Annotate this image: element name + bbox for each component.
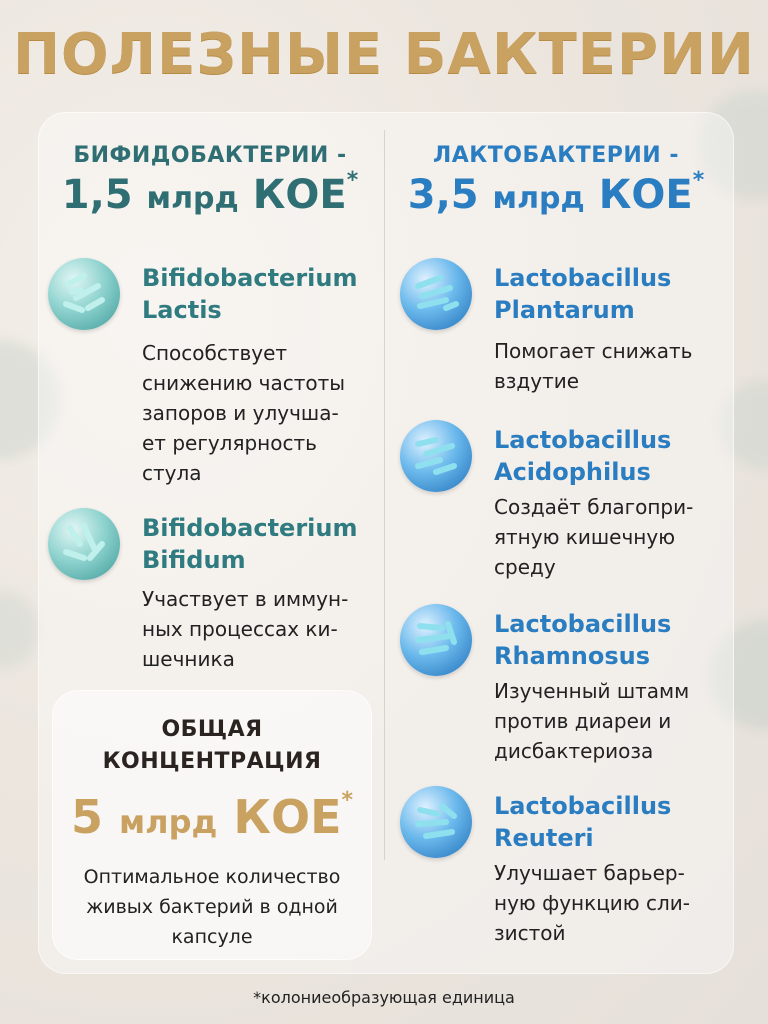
strain-species: Lactis — [142, 296, 222, 324]
page-title: ПОЛЕЗНЫЕ БАКТЕРИИ — [13, 22, 755, 87]
strain-genus: Lactobacillus — [494, 426, 672, 454]
strain-lacto-acidophilus — [400, 420, 730, 590]
strain-name — [494, 424, 671, 488]
desc-line: зистой — [494, 921, 566, 945]
heading-label: БИФИДОБАКТЕРИИ - — [73, 143, 347, 168]
total-title-line: ОБЩАЯ — [161, 717, 263, 742]
desc-line: Создаёт благопри- — [494, 495, 694, 519]
strain-description — [494, 676, 689, 766]
desc-line: среду — [494, 555, 556, 579]
footnote-mark: * — [341, 788, 354, 813]
total-unit: млрд — [119, 803, 218, 841]
strain-species: Plantarum — [494, 296, 635, 324]
desc-line: ную функцию сли- — [494, 891, 690, 915]
total-kfu: КОЕ — [233, 790, 342, 844]
desc-line: дисбактериоза — [494, 739, 654, 763]
count-kfu: КОЕ — [252, 172, 347, 218]
bacteria-icon — [48, 508, 120, 580]
strain-genus: Bifidobacterium — [142, 264, 358, 292]
lactobacteria-heading — [396, 143, 716, 218]
bacteria-icon — [400, 604, 472, 676]
footnote-mark: * — [346, 168, 359, 193]
strain-bifido-bifidum — [48, 508, 378, 678]
strain-description — [494, 336, 692, 396]
strain-genus: Lactobacillus — [494, 610, 672, 638]
total-description — [52, 862, 372, 952]
count-unit: млрд — [492, 181, 585, 216]
strain-genus: Lactobacillus — [494, 792, 672, 820]
desc-line: ятную кишечную — [494, 525, 676, 549]
desc-line: Изученный штамм — [494, 679, 690, 703]
bacteria-icon — [400, 420, 472, 492]
footnote-mark: * — [692, 168, 705, 193]
desc-line: запоров и улучша- — [142, 401, 339, 425]
footnote: *колониеобразующая единица — [253, 988, 515, 1007]
desc-line: вздутие — [494, 369, 580, 393]
strain-name — [142, 512, 357, 576]
heading-count — [50, 168, 370, 218]
total-value — [52, 790, 372, 844]
count-number: 3,5 — [407, 172, 479, 218]
strain-name — [494, 790, 671, 854]
strain-lacto-plantarum — [400, 258, 730, 398]
heading-count — [396, 168, 716, 218]
strain-lacto-reuteri — [400, 786, 730, 956]
strain-description — [142, 584, 348, 674]
count-number: 1,5 — [61, 172, 133, 218]
desc-line: ет регулярность — [142, 431, 317, 455]
strain-name — [494, 608, 671, 672]
total-number: 5 — [70, 790, 103, 844]
strain-species: Reuteri — [494, 824, 594, 852]
count-kfu: КОЕ — [598, 172, 693, 218]
strain-description — [142, 338, 345, 488]
strain-description — [494, 858, 690, 948]
desc-line: живых бактерий в одной — [86, 896, 338, 918]
strain-description — [494, 492, 693, 582]
strain-name — [142, 262, 357, 326]
strain-name — [494, 262, 671, 326]
strain-lacto-rhamnosus — [400, 604, 730, 774]
desc-line: Оптимальное количество — [83, 866, 341, 888]
column-divider — [384, 130, 385, 860]
strain-species: Acidophilus — [494, 458, 651, 486]
strain-species: Bifidum — [142, 546, 246, 574]
desc-line: снижению частоты — [142, 371, 346, 395]
bacteria-icon — [48, 258, 120, 330]
heading-label: ЛАКТОБАКТЕРИИ - — [432, 143, 680, 168]
strain-genus: Bifidobacterium — [142, 514, 358, 542]
bifidobacteria-heading — [50, 143, 370, 218]
desc-line: ных процессах ки- — [142, 617, 338, 641]
desc-line: Участвует в иммун- — [142, 587, 349, 611]
desc-line: Помогает снижать — [494, 339, 693, 363]
desc-line: против диареи и — [494, 709, 672, 733]
total-title-line: КОНЦЕНТРАЦИЯ — [102, 749, 322, 774]
strain-genus: Lactobacillus — [494, 264, 672, 292]
count-unit: млрд — [146, 181, 239, 216]
desc-line: Улучшает барьер- — [494, 861, 685, 885]
strain-bifido-lactis — [48, 258, 378, 485]
desc-line: стула — [142, 461, 202, 485]
desc-line: капсуле — [171, 926, 253, 948]
total-title — [52, 714, 372, 778]
background-decoration — [0, 590, 40, 670]
desc-line: Способствует — [142, 341, 288, 365]
bacteria-icon — [400, 786, 472, 858]
desc-line: шечника — [142, 647, 235, 671]
bacteria-icon — [400, 258, 472, 330]
strain-species: Rhamnosus — [494, 642, 650, 670]
